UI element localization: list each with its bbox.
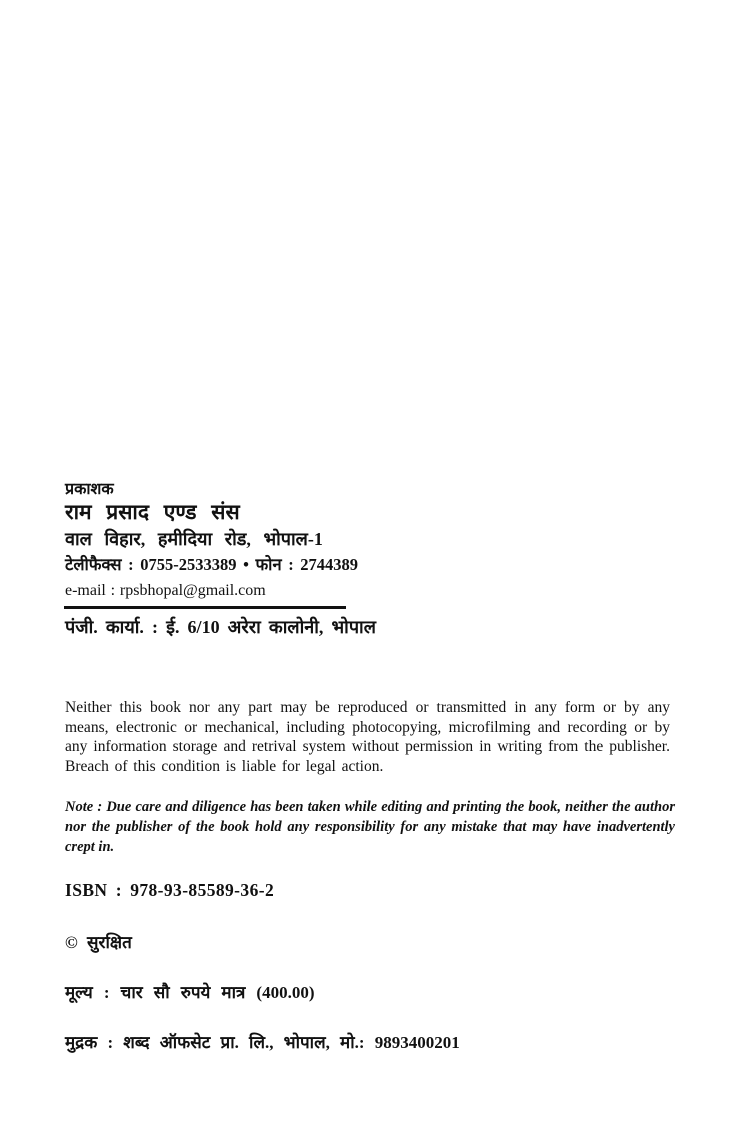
publisher-telefax-phone: टेलीफैक्स : 0755-2533389 • फोन : 2744389 (65, 555, 359, 574)
divider-rule (64, 606, 346, 609)
printer-line: मुद्रक : शब्द ऑफसेट प्रा. लि., भोपाल, मो.: 9893400201 (65, 1033, 460, 1052)
publisher-label: प्रकाशक (65, 481, 114, 498)
price-line: मूल्य : चार सौ रुपये मात्र (400.00) (65, 983, 315, 1002)
publisher-block (65, 480, 358, 604)
registered-office-line: पंजी. कार्या. : ई. 6/10 अरेरा कालोनी, भोपाल (65, 617, 376, 637)
copyright-reserved-line: © सुरक्षित (65, 933, 132, 952)
copyright-notice-paragraph: Neither this book nor any part may be reproduced or transmitted in any form or by any means, electronic or mechanical, including photocopying, microfilming and recording or by any information storage and retrival system without permission in writing from the publisher. Breach of this condition is liable for legal action. (65, 699, 670, 775)
disclaimer-note-paragraph: Note : Due care and diligence has been taken while editing and printing the book, neither the author nor the publisher of the book hold any responsibility for any mistake that may have inadvertently crept in. (65, 799, 675, 855)
publisher-name: राम प्रसाद एण्ड संस (65, 500, 240, 524)
isbn-line: ISBN : 978-93-85589-36-2 (65, 880, 275, 900)
publisher-email: e-mail : rpsbhopal@gmail.com (65, 582, 266, 599)
publisher-address: वाल विहार, हमीदिया रोड, भोपाल-1 (65, 529, 323, 549)
